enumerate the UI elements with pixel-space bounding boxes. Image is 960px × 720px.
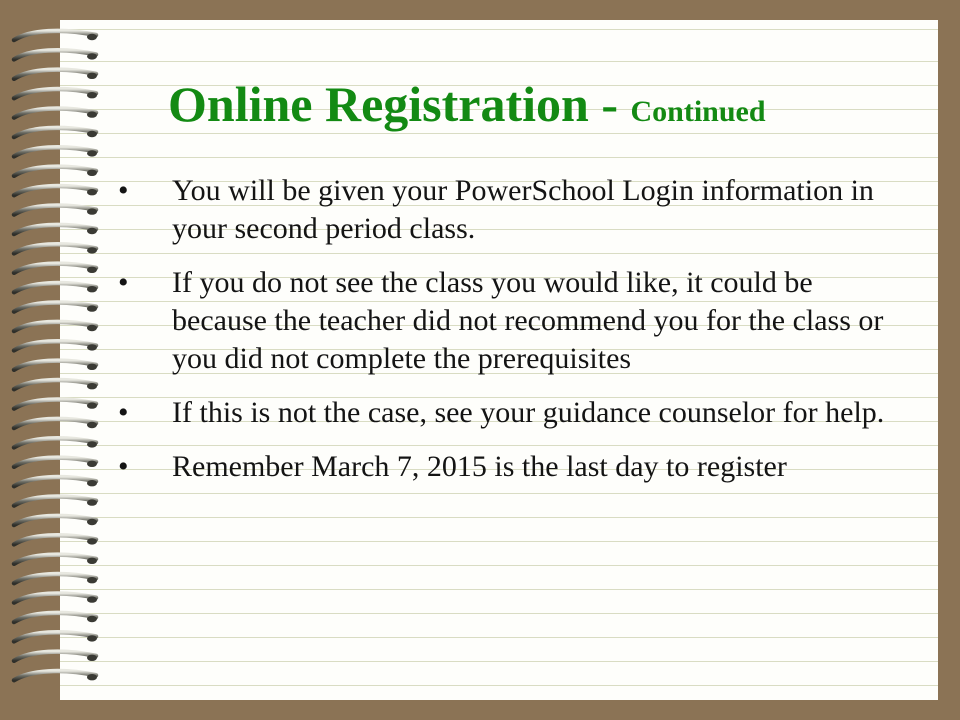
bullet-dot: •	[118, 396, 129, 429]
bullet-text: Remember March 7, 2015 is the last day to register	[172, 450, 787, 483]
bullet-text: If you do not see the class you would like, it could be because the teacher did not recommend you for the class or you did not complete the prerequisites	[172, 266, 884, 375]
bullet-text: You will be given your PowerSchool Login information in your second period class.	[172, 174, 874, 245]
bullet-item	[118, 394, 908, 432]
bullet-text: If this is not the case, see your guidance counselor for help.	[172, 396, 885, 429]
bullet-dot: •	[118, 174, 129, 207]
title-main: Online Registration -	[168, 76, 631, 132]
title-subtitle: Continued	[630, 95, 766, 128]
bullet-dot: •	[118, 266, 129, 299]
bullet-dot: •	[118, 450, 129, 483]
slide-title	[168, 74, 766, 142]
bullet-item	[118, 448, 908, 486]
bullet-item	[118, 264, 908, 378]
bullet-item	[118, 172, 908, 248]
bullet-list	[118, 172, 908, 502]
